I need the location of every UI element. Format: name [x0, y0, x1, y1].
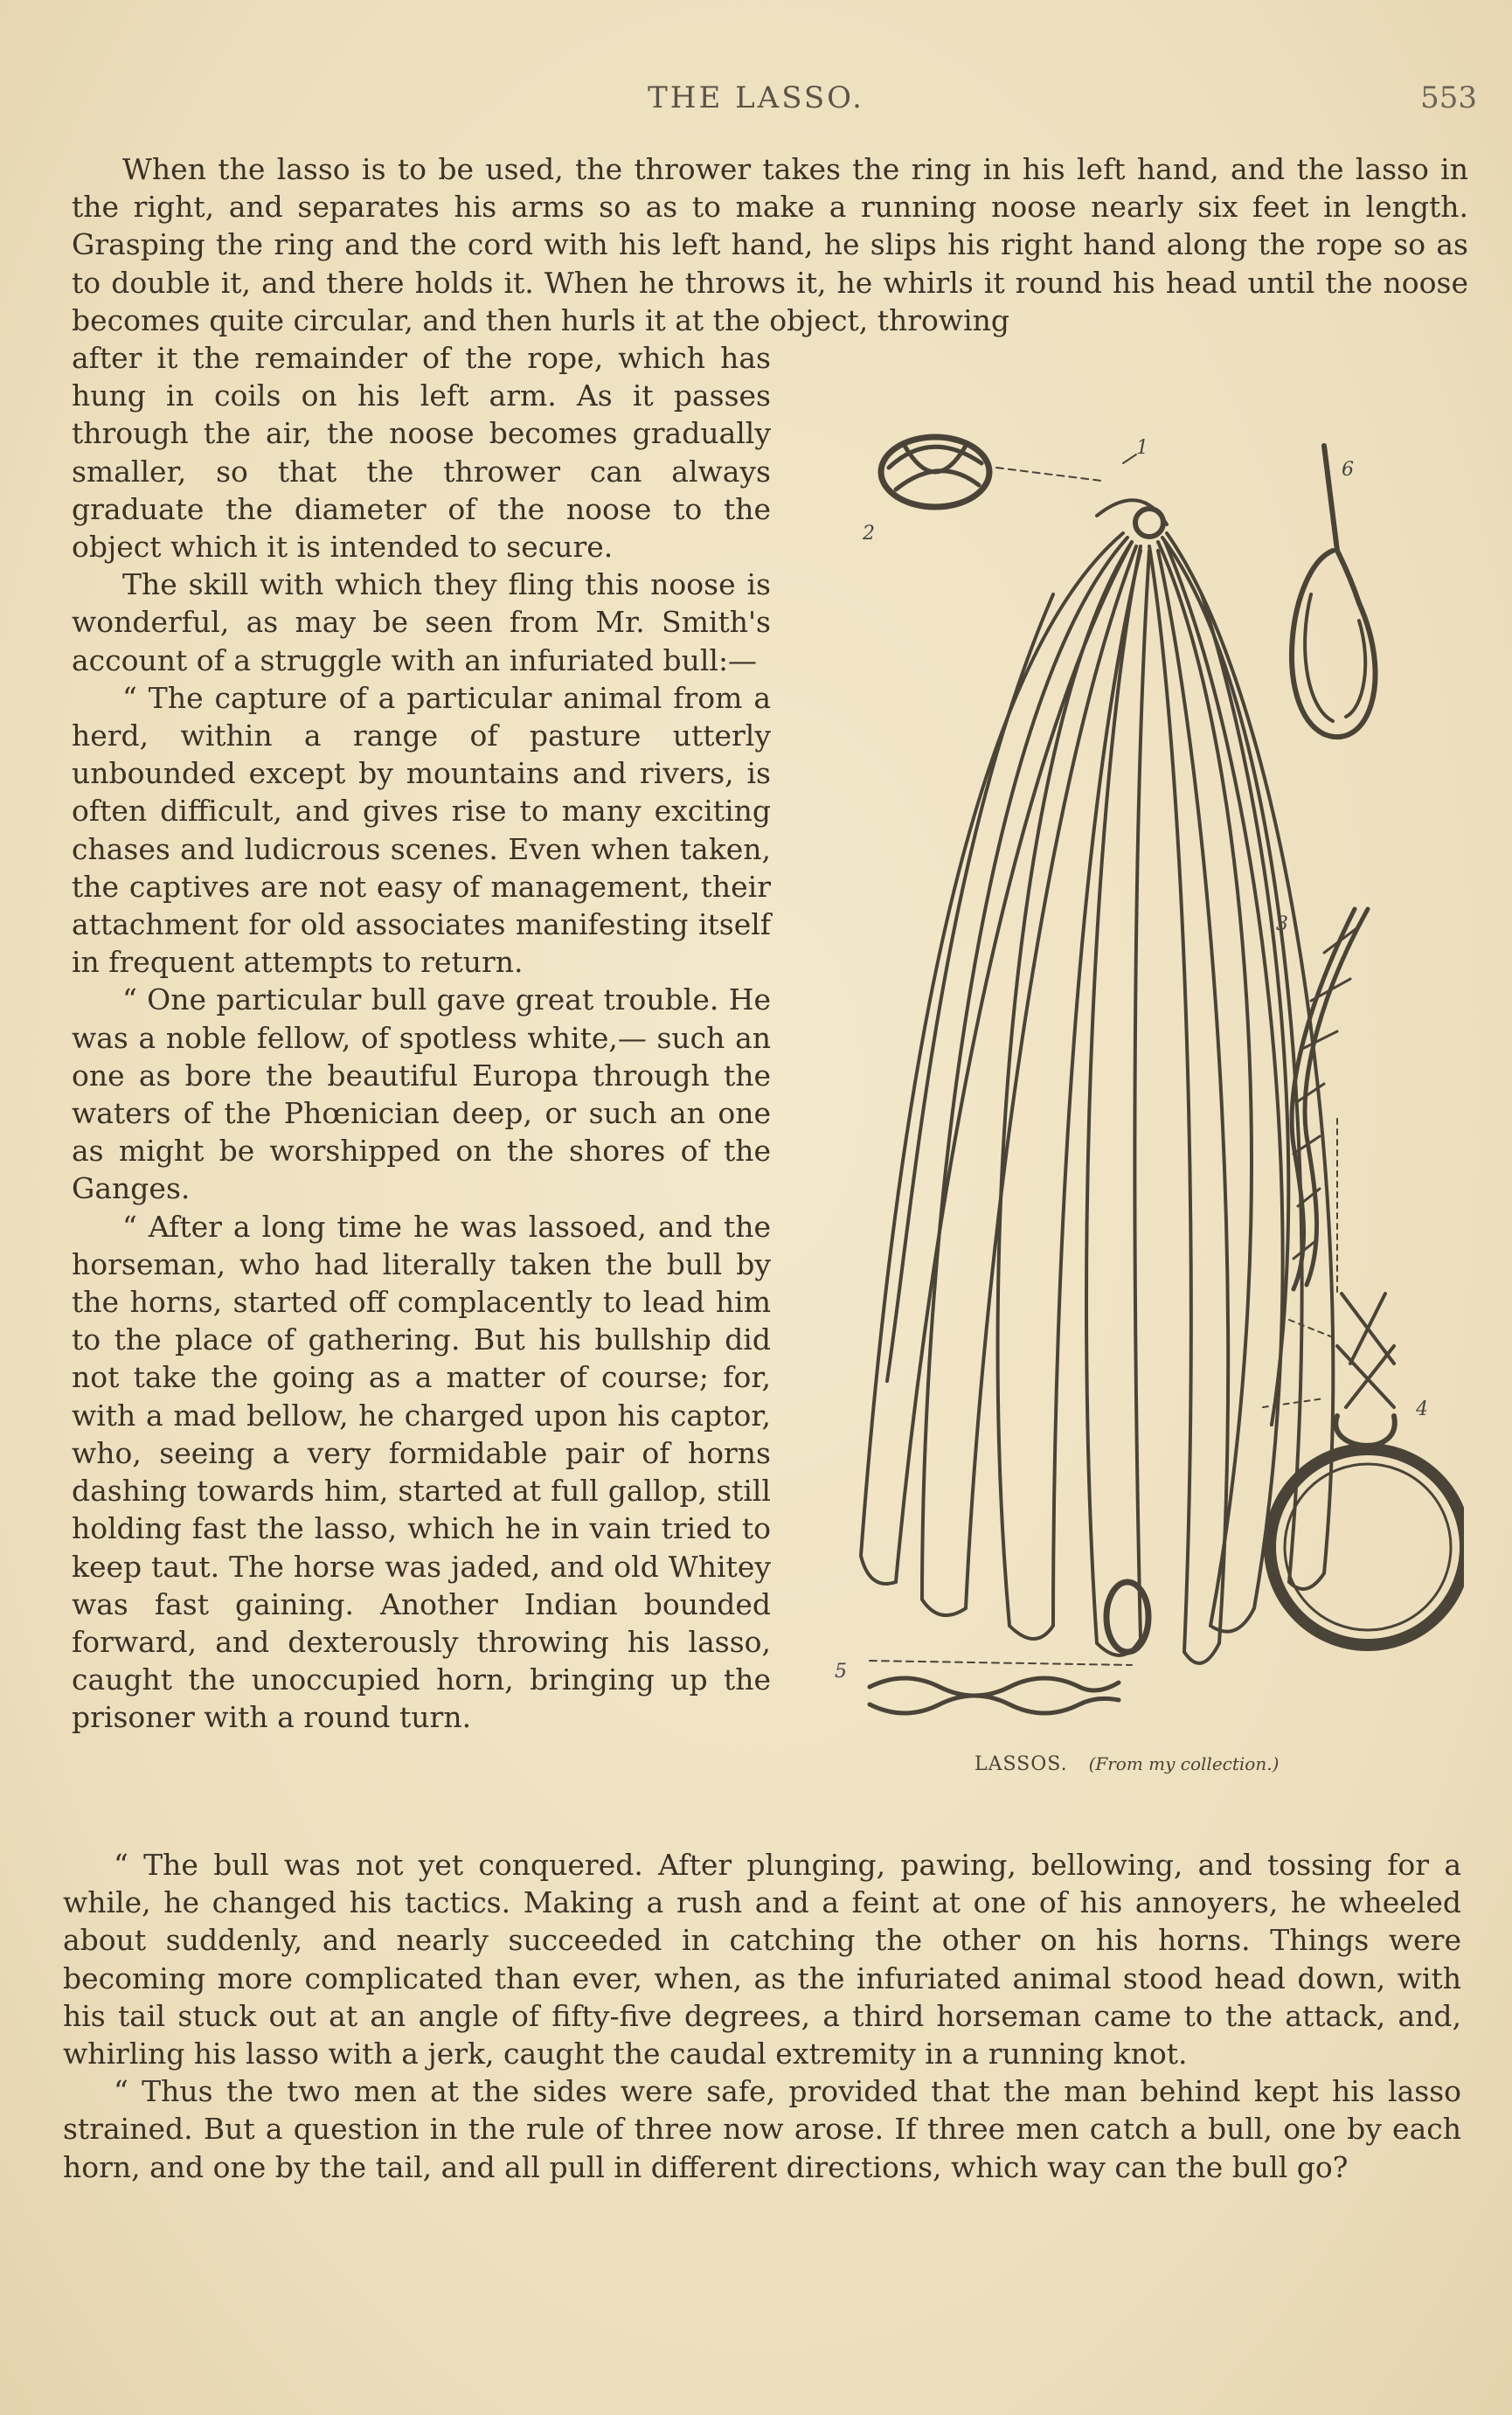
figure-label-4: 4	[1416, 1398, 1428, 1420]
figure-label-3: 3	[1276, 913, 1288, 935]
figure-label-1: 1	[1136, 437, 1148, 459]
text-top-block	[72, 150, 1468, 339]
paragraph: The skill with which they fling this noose is wonderful, as may be seen from Mr. Smith's account of a struggle with an infuriated bull:—	[72, 567, 771, 677]
loop-lasso-icon	[1292, 446, 1376, 737]
page-number: 553	[1420, 80, 1477, 115]
running-head	[0, 80, 1512, 124]
text-bottom-block	[63, 1846, 1461, 2186]
coiled-lasso-icon	[861, 500, 1333, 1663]
paragraph: “ The capture of a particular animal from a herd, within a range of pasture utterly unbounded except by mountains and rivers, is often difficult, and gives rise to many exciting chases and ludicrous scenes. Even when taken, the captives are not easy of management, their attachment for old associates manifesting itself in frequent attempts to return.	[72, 680, 771, 980]
lasso-ring-icon	[1263, 1294, 1464, 1645]
figure-caption	[974, 1753, 1411, 1775]
figure-label-6: 6	[1342, 459, 1354, 481]
paragraph: “ The bull was not yet conquered. After plunging, pawing, bellowing, and tossing for a while, he changed his tactics. Making a rush and a feint at one of his annoyers, he wheeled about suddenly, and nearly succeeded in catching the other on his horns. Things were becoming more complicated than ever, when, as the infuriated animal stood head down, with his tail stuck out at an angle of fifty-five degrees, a third horseman came to the attack, and, whirling his lasso with a jerk, caught the caudal extremity in a running knot.	[63, 1848, 1461, 2071]
text-left-column	[72, 339, 771, 1737]
paragraph: When the lasso is to be used, the thrower takes the ring in his left hand, and the lasso in the right, and separates his arms so as to make a running noose nearly six feet in length. Grasping the ring and the cord with his left hand, he slips his right hand along the rope so as to double it, and there holds it. When he throws it, he whirls it round his head until the noose becomes quite circular, and then hurls it at the object, throwing	[72, 152, 1468, 337]
paragraph: “ After a long time he was lassoed, and the horseman, who had literally taken the bull by the horns, started off complacently to lead him to the place of gathering. But his bullship did not take the going as a matter of course; for, with a mad bellow, he charged upon his captor, who, seeing a very formidable pair of horns dashing towards him, started at full gallop, still holding fast the lasso, which he in vain tried to keep taut. The horse was jaded, and old Whitey was fast gaining. Another Indian bounded forward, and dexterously throwing his lasso, caught the unoccupied horn, bringing up the prisoner with a round turn.	[72, 1209, 771, 1735]
horizontal-braid-icon	[870, 1661, 1132, 1713]
paragraph: “ One particular bull gave great trouble. He was a noble fellow, of spotless white,— such an one as bore the beautiful Europa through the waters of the Phœnician deep, or such an one as might be worshipped on the shores of the Ganges.	[72, 982, 771, 1206]
caption-note: (From my collection.)	[1088, 1753, 1280, 1774]
caption-main: LASSOS.	[974, 1753, 1068, 1775]
paragraph: after it the remainder of the rope, which has hung in coils on his left arm. As it passes through the air, the noose becomes gradually smaller, so that the thrower can always graduate the diameter of the noose to the object which it is intended to secure.	[72, 341, 771, 565]
lasso-illustration	[835, 420, 1464, 1783]
paragraph: “ Thus the two men at the sides were safe, provided that the man behind kept his lasso strained. But a question in the rule of three now arose. If three men catch a bull, one by each horn, and one by the tail, and all pull in different directions, which way can the bull go?	[63, 2074, 1461, 2184]
figure-label-5: 5	[835, 1661, 847, 1683]
lasso-engraving-icon	[835, 420, 1464, 1783]
running-title: THE LASSO.	[648, 80, 864, 115]
figure-label-2: 2	[863, 523, 875, 545]
knot-icon	[881, 437, 989, 507]
